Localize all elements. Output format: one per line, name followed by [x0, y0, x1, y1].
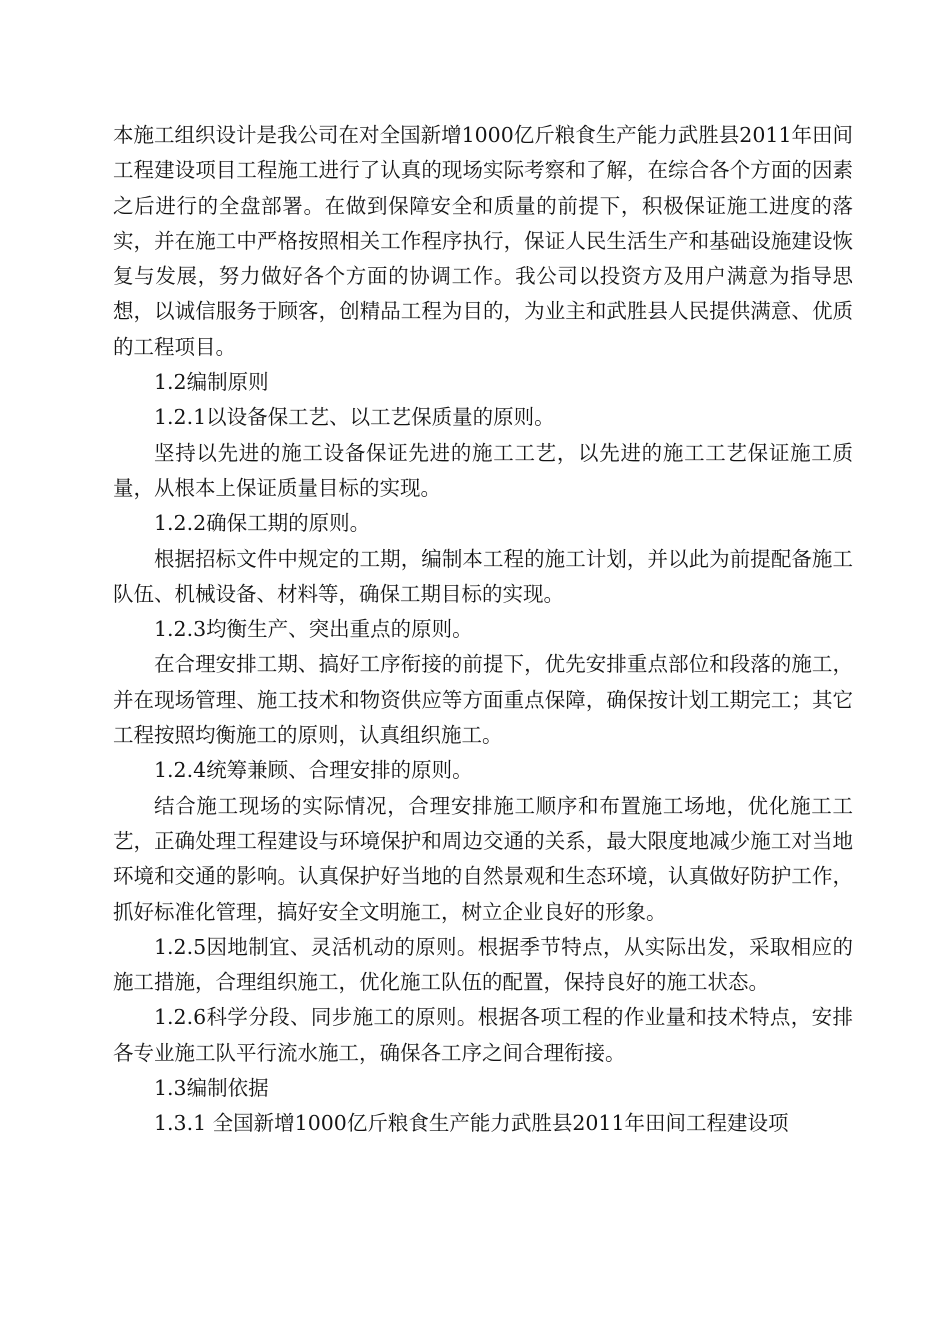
paragraph-1-2-1-body: 坚持以先进的施工设备保证先进的施工工艺，以先进的施工工艺保证施工质量，从根本上保证质量目标的实现。	[113, 440, 853, 500]
subsection-heading-1-2-3: 1.2.3均衡生产、突出重点的原则。	[154, 617, 473, 642]
paragraph-1-2-4-body: 结合施工现场的实际情况，合理安排施工顺序和布置施工场地，优化施工工艺，正确处理工程建设与环境保护和周边交通的关系，最大限度地减少施工对当地环境和交通的影响。认真保护好当地的自然景观和生态环境，认真做好防护工作，抓好标准化管理，搞好安全文明施工，树立企业良好的形象。	[113, 793, 853, 924]
paragraph-1-2-3-body: 在合理安排工期、搞好工序衔接的前提下，优先安排重点部位和段落的施工，并在现场管理、施工技术和物资供应等方面重点保障，确保按计划工期完工；其它工程按照均衡施工的原则，认真组织施工。	[113, 652, 853, 748]
subsection-heading-1-2-4: 1.2.4统筹兼顾、合理安排的原则。	[154, 758, 473, 783]
paragraph-1-3-1: 1.3.1 全国新增1000亿斤粮食生产能力武胜县2011年田间工程建设项	[154, 1111, 789, 1136]
section-heading-1-2: 1.2编制原则	[154, 370, 269, 395]
subsection-heading-1-2-1: 1.2.1以设备保工艺、以工艺保质量的原则。	[154, 405, 555, 430]
section-heading-1-3: 1.3编制依据	[154, 1076, 269, 1101]
paragraph-1-2-2-body: 根据招标文件中规定的工期，编制本工程的施工计划，并以此为前提配备施工队伍、机械设备、材料等，确保工期目标的实现。	[113, 546, 853, 606]
paragraph-1-2-6: 1.2.6科学分段、同步施工的原则。根据各项工程的作业量和技术特点，安排各专业施工队平行流水施工，确保各工序之间合理衔接。	[113, 1005, 853, 1065]
intro-paragraph: 本施工组织设计是我公司在对全国新增1000亿斤粮食生产能力武胜县2011年田间工程建设项目工程施工进行了认真的现场实际考察和了解，在综合各个方面的因素之后进行的全盘部署。在做到保障安全和质量的前提下，积极保证施工进度的落实，并在施工中严格按照相关工作程序执行，保证人民生活生产和基础设施建设恢复与发展，努力做好各个方面的协调工作。我公司以投资方及用户满意为指导思想，以诚信服务于顾客，创精品工程为目的，为业主和武胜县人民提供满意、优质的工程项目。	[113, 123, 853, 359]
document-body	[113, 118, 853, 1142]
subsection-heading-1-2-2: 1.2.2确保工期的原则。	[154, 511, 371, 536]
paragraph-1-2-5: 1.2.5因地制宜、灵活机动的原则。根据季节特点，从实际出发，采取相应的施工措施，合理组织施工，优化施工队伍的配置，保持良好的施工状态。	[113, 934, 853, 995]
